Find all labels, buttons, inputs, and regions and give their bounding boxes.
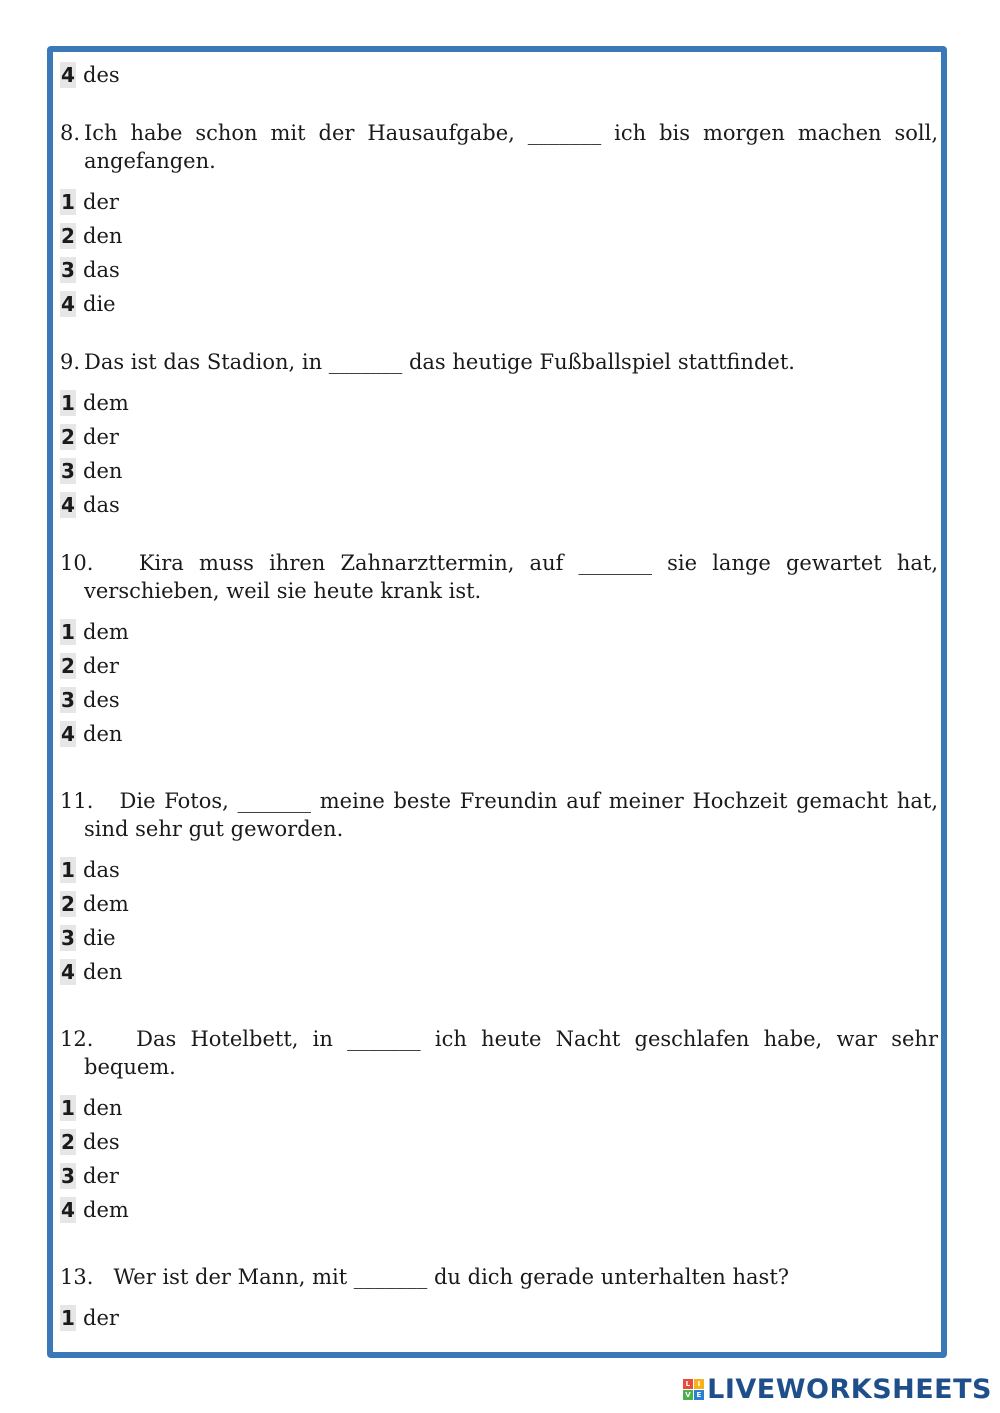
option-text: des (83, 688, 120, 712)
answer-option[interactable] (60, 615, 938, 649)
option-text: dem (83, 892, 129, 916)
option-number: 2 (61, 1130, 75, 1154)
question-number: 8. (60, 121, 81, 145)
option-number: 3 (61, 688, 75, 712)
option-number: 3 (61, 1164, 75, 1188)
logo-letter-i: I (694, 1379, 704, 1389)
option-text: dem (83, 620, 129, 644)
answer-option[interactable] (60, 683, 938, 717)
answer-option[interactable] (60, 887, 938, 921)
option-number: 2 (61, 892, 75, 916)
option-text: der (83, 190, 119, 214)
option-number: 4 (61, 960, 75, 984)
option-text: der (83, 1164, 119, 1188)
answer-option[interactable] (60, 955, 938, 989)
question-number: 13. (60, 1265, 94, 1289)
answer-option[interactable] (60, 1193, 938, 1227)
question-12 (60, 1025, 938, 1081)
option-text: den (83, 459, 123, 483)
option-text: der (83, 425, 119, 449)
option-text: des (83, 63, 120, 87)
question-number: 9. (60, 350, 81, 374)
option-number: 1 (61, 1096, 75, 1120)
question-number: 10. (60, 551, 94, 575)
option-number: 4 (61, 1198, 75, 1222)
question-number: 12. (60, 1027, 94, 1051)
brand-name: LIVEWORKSHEETS (707, 1374, 992, 1405)
option-number: 3 (61, 459, 75, 483)
worksheet-content (60, 58, 938, 1335)
option-number: 2 (61, 224, 75, 248)
option-number: 1 (61, 620, 75, 644)
answer-option[interactable] (60, 1091, 938, 1125)
question-13 (60, 1263, 938, 1291)
option-number: 4 (61, 493, 75, 517)
option-number: 1 (61, 858, 75, 882)
answer-option[interactable] (60, 58, 938, 92)
answer-option[interactable] (60, 420, 938, 454)
option-number: 1 (61, 190, 75, 214)
option-text: des (83, 1130, 120, 1154)
option-text: dem (83, 1198, 129, 1222)
option-text: den (83, 960, 123, 984)
option-number: 4 (61, 292, 75, 316)
option-number: 1 (61, 391, 75, 415)
answer-option[interactable] (60, 253, 938, 287)
option-number: 4 (61, 63, 75, 87)
question-11 (60, 787, 938, 843)
option-number: 3 (61, 258, 75, 282)
answer-option[interactable] (60, 1125, 938, 1159)
option-number: 1 (61, 1306, 75, 1330)
question-text: Ich habe schon mit der Hausaufgabe, _______ ich bis morgen machen soll, angefangen. (84, 121, 938, 173)
question-text: Das ist das Stadion, in _______ das heutige Fußballspiel stattfindet. (84, 350, 795, 374)
option-text: den (83, 224, 123, 248)
question-text: Die Fotos, _______ meine beste Freundin auf meiner Hochzeit gemacht hat, sind sehr gut geworden. (84, 789, 938, 841)
option-text: die (83, 292, 116, 316)
answer-option[interactable] (60, 853, 938, 887)
option-text: das (83, 258, 120, 282)
logo-letter-l: L (683, 1379, 693, 1389)
question-text: Kira muss ihren Zahnarzttermin, auf _______ sie lange gewartet hat, verschieben, weil sie heute krank ist. (84, 551, 939, 603)
liveworksheets-brand[interactable] (683, 1374, 992, 1405)
answer-option[interactable] (60, 287, 938, 321)
answer-option[interactable] (60, 488, 938, 522)
answer-option[interactable] (60, 219, 938, 253)
question-8 (60, 119, 938, 175)
option-text: den (83, 722, 123, 746)
question-text: Das Hotelbett, in _______ ich heute Nacht geschlafen habe, war sehr bequem. (84, 1027, 938, 1079)
answer-option[interactable] (60, 386, 938, 420)
answer-option[interactable] (60, 649, 938, 683)
option-number: 2 (61, 425, 75, 449)
answer-option[interactable] (60, 921, 938, 955)
logo-letter-v: V (683, 1390, 693, 1400)
option-text: das (83, 858, 120, 882)
option-text: der (83, 1306, 119, 1330)
option-number: 2 (61, 654, 75, 678)
question-9 (60, 348, 938, 376)
option-number: 3 (61, 926, 75, 950)
answer-option[interactable] (60, 717, 938, 751)
option-text: die (83, 926, 116, 950)
option-text: das (83, 493, 120, 517)
logo-letter-e: E (694, 1390, 704, 1400)
option-text: dem (83, 391, 129, 415)
liveworksheets-logo-icon (683, 1379, 704, 1400)
answer-option[interactable] (60, 1159, 938, 1193)
answer-option[interactable] (60, 454, 938, 488)
answer-option[interactable] (60, 185, 938, 219)
question-text: Wer ist der Mann, mit _______ du dich gerade unterhalten hast? (113, 1265, 790, 1289)
question-number: 11. (60, 789, 94, 813)
option-text: der (83, 654, 119, 678)
answer-option[interactable] (60, 1301, 938, 1335)
option-text: den (83, 1096, 123, 1120)
option-number: 4 (61, 722, 75, 746)
question-10 (60, 549, 938, 605)
